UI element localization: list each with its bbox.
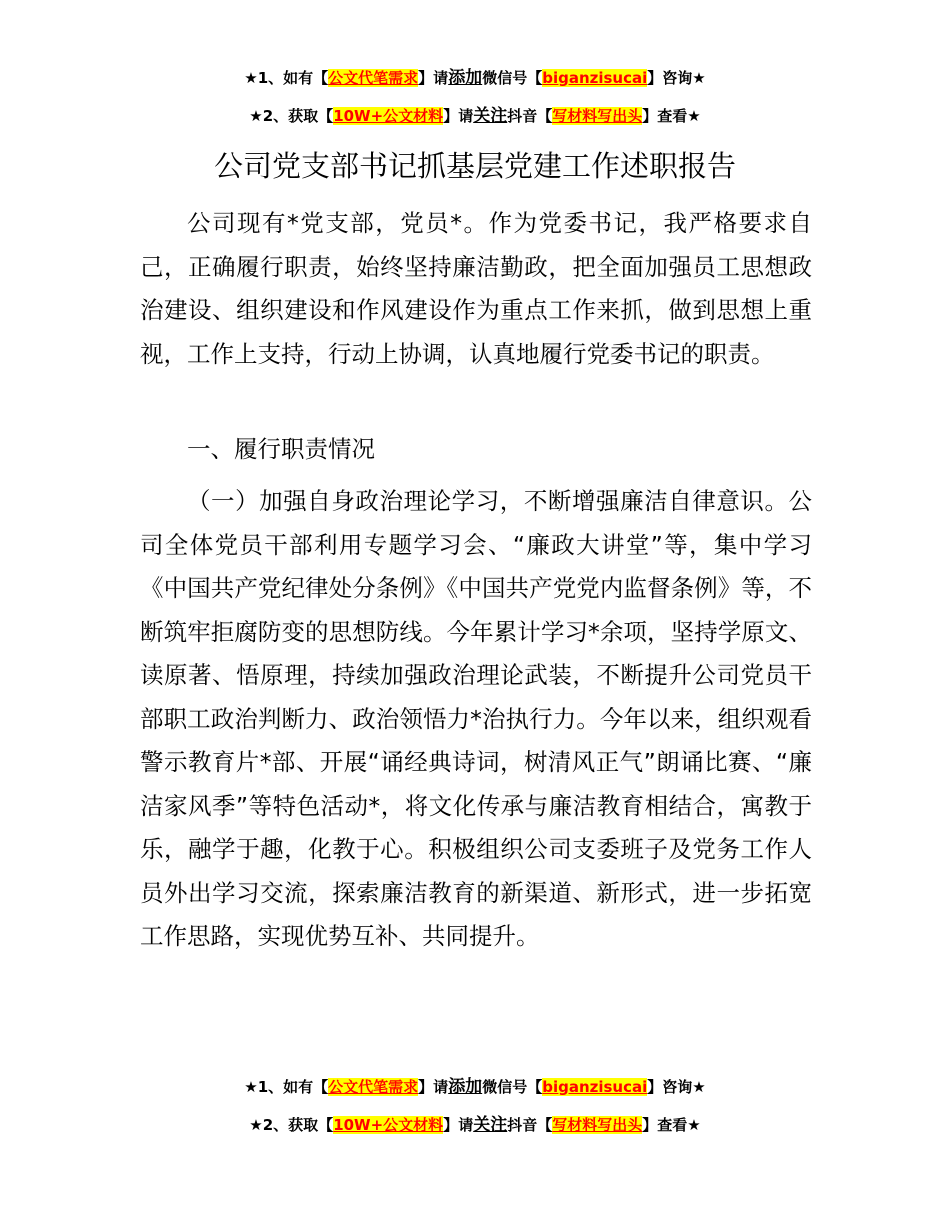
header-promo-line-2 [0, 105, 950, 127]
footer-promo-line-2 [0, 1114, 950, 1136]
footer-promo-line-1 [0, 1076, 950, 1098]
promo-highlight-service: 公文代笔需求 [328, 1078, 419, 1096]
promo-text: 】请 [443, 1116, 474, 1134]
promo-underlined-action: 添加 [448, 1077, 483, 1097]
promo-prefix: ★1、如有【 [244, 69, 329, 87]
subsection-paragraph: （一）加强自身政治理论学习，不断增强廉洁自律意识。公司全体党员干部利用专题学习会、“廉政大讲堂”等，集中学习《中国共产党纪律处分条例》《中国共产党党内监督条例》等，不断筑牢拒腐防变的思想防线。今年累计学习*余项，坚持学原文、读原著、悟原理，持续加强政治理论武装，不断提升公司党员干部职工政治判断力、政治领悟力*治执行力。今年以来，组织观看警示教育片*部、开展“诵经典诗词，树清风正气”朗诵比赛、“廉洁家风季”等特色活动*，将文化传承与廉洁教育相结合，寓教于乐，融学于趣，化教于心。积极组织公司支委班子及党务工作人员外出学习交流，探索廉洁教育的新渠道、新形式，进一步拓宽工作思路，实现优势互补、共同提升。 [140, 487, 812, 950]
promo-text: 】请 [443, 107, 474, 125]
promo-text: 微信号【 [482, 69, 543, 87]
promo-highlight-materials: 10W+公文材料 [333, 107, 444, 125]
promo-text: 微信号【 [482, 1078, 543, 1096]
promo-suffix: 】咨询★ [647, 1078, 706, 1096]
promo-highlight-wechat-id: biganzisucai [542, 69, 648, 87]
promo-underlined-action: 关注 [473, 1115, 508, 1135]
promo-highlight-douyin: 写材料写出头 [552, 107, 643, 125]
promo-highlight-wechat-id: biganzisucai [542, 1078, 648, 1096]
promo-underlined-action: 关注 [473, 106, 508, 126]
promo-text: 抖音【 [507, 1116, 553, 1134]
promo-text: 】请 [418, 69, 449, 87]
promo-suffix: 】查看★ [642, 1116, 701, 1134]
document-title: 公司党支部书记抓基层党建工作述职报告 [213, 149, 736, 183]
promo-suffix: 】查看★ [642, 107, 701, 125]
promo-highlight-materials: 10W+公文材料 [333, 1116, 444, 1134]
promo-text: 抖音【 [507, 107, 553, 125]
header-promo-line-1 [0, 67, 950, 89]
intro-paragraph: 公司现有*党支部，党员*。作为党委书记，我严格要求自己，正确履行职责，始终坚持廉洁勤政，把全面加强员工思想政治建设、组织建设和作风建设作为重点工作来抓，做到思想上重视，工作上支持，行动上协调，认真地履行党委书记的职责。 [140, 209, 812, 368]
promo-suffix: 】咨询★ [647, 69, 706, 87]
promo-prefix: ★1、如有【 [244, 1078, 329, 1096]
section-heading: 一、履行职责情况 [187, 435, 375, 463]
promo-prefix: ★2、获取【 [249, 1116, 334, 1134]
promo-prefix: ★2、获取【 [249, 107, 334, 125]
promo-highlight-douyin: 写材料写出头 [552, 1116, 643, 1134]
promo-highlight-service: 公文代笔需求 [328, 69, 419, 87]
promo-text: 】请 [418, 1078, 449, 1096]
promo-underlined-action: 添加 [448, 68, 483, 88]
